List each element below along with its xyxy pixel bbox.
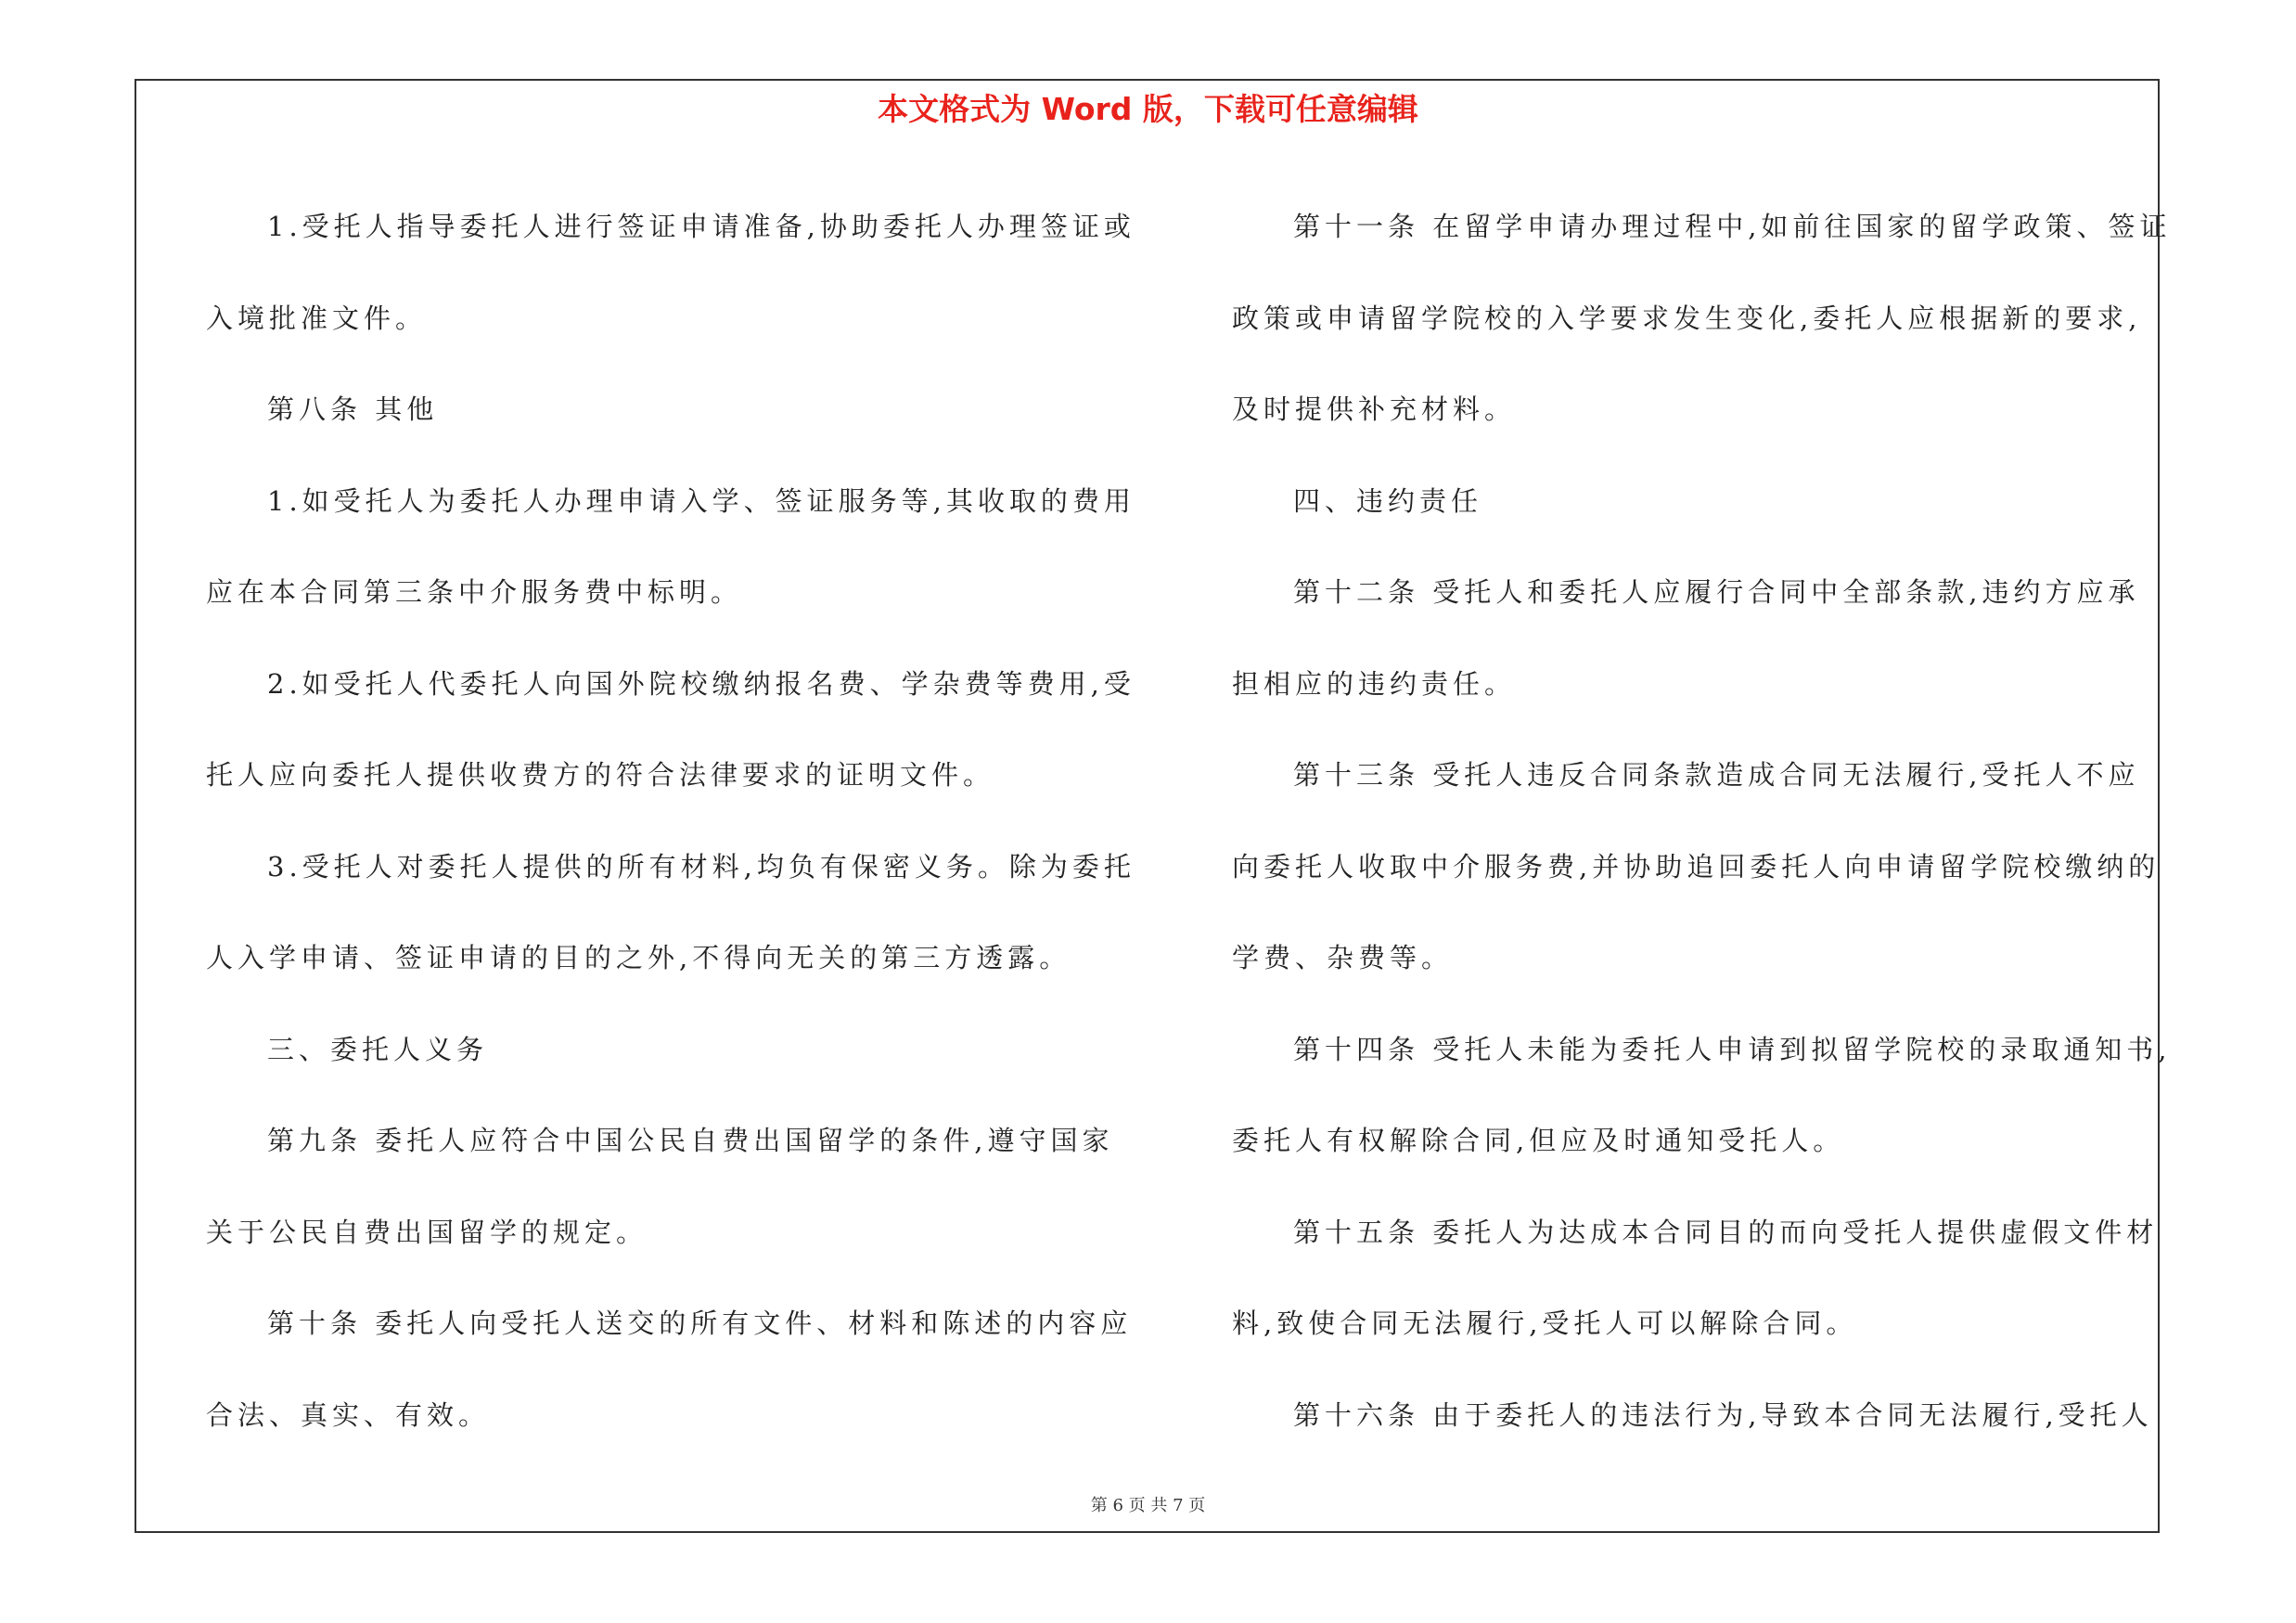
paragraph-line: 合法、真实、有效。 <box>206 1398 491 1431</box>
paragraph-line: 第十一条 在留学申请办理过程中,如前往国家的留学政策、签证 <box>1293 211 2172 242</box>
right-column <box>1232 181 2176 1461</box>
paragraph-line: 向委托人收取中介服务费,并协助追回委托人向申请留学院校缴纳的 <box>1232 850 2161 882</box>
paragraph-line: 关于公民自费出国留学的规定。 <box>206 1216 648 1248</box>
article-heading: 第八条 其他 <box>267 393 439 425</box>
paragraph-line: 第十五条 委托人为达成本合同目的而向受托人提供虚假文件材 <box>1293 1216 2159 1248</box>
paragraph-line: 第十条 委托人向受托人送交的所有文件、材料和陈述的内容应 <box>267 1307 1133 1339</box>
paragraph-line: 人入学申请、签证申请的目的之外,不得向无关的第三方透露。 <box>206 942 1071 973</box>
paragraph-line: 应在本合同第三条中介服务费中标明。 <box>206 576 743 608</box>
paragraph-line: 委托人有权解除合同,但应及时通知受托人。 <box>1232 1125 1845 1156</box>
paragraph-line: 第十六条 由于委托人的违法行为,导致本合同无法履行,受托人 <box>1293 1398 2153 1431</box>
paragraph-line: 学费、杂费等。 <box>1232 942 1454 973</box>
paragraph-line: 2.如受托人代委托人向国外院校缴纳报名费、学杂费等费用,受 <box>267 667 1135 700</box>
paragraph-line: 政策或申请留学院校的入学要求发生变化,委托人应根据新的要求, <box>1232 302 2142 334</box>
paragraph-line: 第十四条 受托人未能为委托人申请到拟留学院校的录取通知书, <box>1293 1033 2172 1065</box>
paragraph-line: 料,致使合同无法履行,受托人可以解除合同。 <box>1232 1307 1858 1339</box>
word-format-banner: 本文格式为 Word 版，下载可任意编辑 <box>878 91 1418 127</box>
paragraph-line: 3.受托人对委托人提供的所有材料,均负有保密义务。除为委托 <box>267 850 1135 882</box>
paragraph-line: 托人应向委托人提供收费方的符合法律要求的证明文件。 <box>206 759 995 791</box>
paragraph-line: 入境批准文件。 <box>206 302 428 334</box>
section-heading: 四、违约责任 <box>1293 484 1483 517</box>
left-column <box>206 181 1150 1461</box>
paragraph-line: 第十二条 受托人和委托人应履行合同中全部条款,违约方应承 <box>1293 576 2140 608</box>
paragraph-line: 第十三条 受托人违反合同条款造成合同无法履行,受托人不应 <box>1293 759 2140 791</box>
section-heading: 三、委托人义务 <box>267 1033 489 1065</box>
paragraph-line: 第九条 委托人应符合中国公民自费出国留学的条件,遵守国家 <box>267 1125 1114 1156</box>
page-number: 第 6 页 共 7 页 <box>1090 1496 1206 1515</box>
paragraph-line: 担相应的违约责任。 <box>1232 667 1517 700</box>
paragraph-line: 1.如受托人为委托人办理申请入学、签证服务等,其收取的费用 <box>267 484 1135 517</box>
paragraph-line: 及时提供补充材料。 <box>1232 393 1517 425</box>
paragraph-line: 1.受托人指导委托人进行签证申请准备,协助委托人办理签证或 <box>267 211 1135 242</box>
